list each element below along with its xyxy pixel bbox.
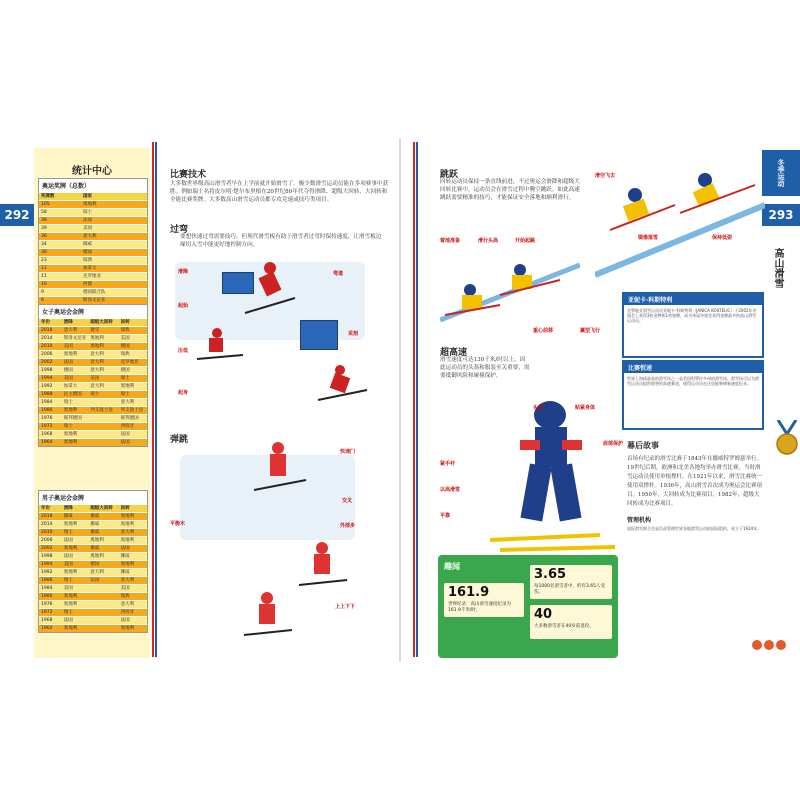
table-cell: 列支敦士登 <box>90 408 113 413</box>
table-row <box>39 576 147 584</box>
table-cell: 1964 <box>41 626 53 631</box>
table-cell: 2014 <box>41 336 53 341</box>
table-cell: 美国 <box>63 376 73 381</box>
table-cell: 意大利 <box>63 328 78 333</box>
table-row <box>39 288 147 296</box>
label: 紧手杆 <box>440 461 456 467</box>
table-cell: 法国 <box>120 618 130 623</box>
nav-dot <box>776 640 786 650</box>
header-cell: 滑降 <box>63 320 73 325</box>
table-cell: 奥地利 <box>90 344 104 349</box>
table-cell: 奥地利 <box>120 626 135 631</box>
table-row <box>39 334 147 342</box>
table-cell: 1988 <box>41 578 53 583</box>
table-cell: 瑞士 <box>63 578 73 583</box>
label: 弯道 <box>333 271 344 277</box>
table-cell: 1984 <box>41 586 53 591</box>
header-cell: 超级大回转 <box>90 506 113 511</box>
fact-number: 161.9 <box>448 585 490 600</box>
table-cell: 意大利 <box>120 400 135 405</box>
skier-illustration <box>195 325 245 365</box>
table-cell: 意大利 <box>90 570 104 575</box>
label: 交叉 <box>342 498 353 504</box>
table-cell: 39 <box>41 226 47 231</box>
header-cell: 回转 <box>120 506 130 511</box>
table-row <box>39 422 147 430</box>
table-cell: 联邦德国 <box>120 416 139 421</box>
nav-dots <box>752 640 786 650</box>
table-row <box>39 520 147 528</box>
table-cell: 克罗地亚 <box>120 360 139 365</box>
label: 保持低姿 <box>712 235 733 241</box>
table-cell: 挪威 <box>120 570 130 575</box>
table-cell: 瑞士 <box>63 530 73 535</box>
table-cell: 美国 <box>120 336 130 341</box>
table-row <box>39 592 147 600</box>
table-row <box>39 342 147 350</box>
table-cell: 法国 <box>120 432 130 437</box>
header-cell: 年份 <box>41 320 50 325</box>
table-cell <box>88 585 118 592</box>
header-cell: 国家 <box>83 194 92 199</box>
table-cell: 法国 <box>63 554 73 559</box>
table-header <box>39 318 147 326</box>
fact-number: 3.65 <box>534 567 567 582</box>
table-cell: 德国 <box>83 250 92 255</box>
table-cell: 1972 <box>41 424 53 429</box>
table-cell: 斯洛文尼亚 <box>63 336 87 341</box>
label: 快速门 <box>340 449 356 455</box>
table-cell <box>88 617 118 624</box>
table-cell: 1994 <box>41 376 53 381</box>
label: 贴紧身体 <box>575 405 596 411</box>
table-cell: 瑞士 <box>63 424 73 429</box>
table-cell: 1968 <box>41 432 53 437</box>
table-row <box>39 280 147 288</box>
label: 肩部保护 <box>603 441 624 447</box>
table-cell: 2010 <box>41 344 53 349</box>
table-cell <box>88 593 118 600</box>
jump-heading: 跳跃 <box>440 170 459 180</box>
table-row <box>39 232 147 240</box>
label: 滑空飞去 <box>595 173 616 179</box>
table-row <box>39 536 147 544</box>
table-cell: 奥地利 <box>90 554 104 559</box>
org-title: 管理机构 <box>627 517 652 524</box>
table-cell: 1968 <box>41 618 53 623</box>
red-stripe <box>413 142 415 657</box>
table-cell: 挪威 <box>120 554 130 559</box>
table-cell: 意大利 <box>90 352 104 357</box>
table-cell: 法国 <box>63 538 73 543</box>
table-row <box>39 296 147 304</box>
table-row <box>39 208 147 216</box>
table-cell <box>88 423 118 430</box>
table-cell: 德国 <box>120 344 130 349</box>
table-cell <box>88 399 118 406</box>
table-cell: 奥地利 <box>90 538 104 543</box>
table-row <box>39 608 147 616</box>
blue-stripe <box>155 142 157 657</box>
table-cell: 2010 <box>41 530 53 535</box>
table-cell: 23 <box>41 258 47 263</box>
men-medals-table <box>38 490 148 633</box>
overall-caption: 奥运奖牌（总数） <box>39 179 147 192</box>
table-cell: 1976 <box>41 602 53 607</box>
stats-heading: 统计中心 <box>72 166 112 177</box>
table-cell: 奥地利 <box>83 202 97 207</box>
record-box <box>622 360 764 430</box>
table-cell: 奥地利 <box>63 352 78 357</box>
table-cell: 美国 <box>83 226 92 231</box>
table-cell: 意大利 <box>120 602 135 607</box>
table-cell: 奥地利 <box>90 336 104 341</box>
table-row <box>39 358 147 366</box>
table-cell: 瑞典 <box>83 258 92 263</box>
fact-text: 大多数滑雪者在40岁前退役。 <box>534 624 594 629</box>
table-cell: 意大利 <box>90 368 104 373</box>
table-cell <box>88 431 118 438</box>
table-cell: 美国 <box>63 344 73 349</box>
header-cell: 年份 <box>41 506 50 511</box>
label: 上上下下 <box>335 604 356 610</box>
fact-text: 每1000名滑雪者中，约有3.65人受伤。 <box>534 584 605 595</box>
table-cell: 挪威 <box>90 522 100 527</box>
table-cell: 德国 <box>120 368 130 373</box>
skier-illustration <box>295 540 350 590</box>
label: 平靠 <box>440 513 451 519</box>
women-caption: 女子奥运会金牌 <box>39 305 147 318</box>
table-cell: 11 <box>41 266 47 271</box>
table-cell: 美国 <box>90 376 100 381</box>
label: 着地准备 <box>440 238 461 244</box>
fun-facts-title: 趣闻 <box>444 562 460 571</box>
page-gutter <box>399 138 401 662</box>
table-row <box>39 390 147 398</box>
table-cell: 瑞士 <box>83 210 92 215</box>
header-cell: 回转 <box>120 320 130 325</box>
table-cell: 意大利 <box>120 578 135 583</box>
table-cell: 瑞典 <box>120 352 130 357</box>
table-cell: 1994 <box>41 562 53 567</box>
table-cell: 德国联合队 <box>83 290 106 295</box>
label: 起始 <box>178 303 189 309</box>
table-cell: 奥地利 <box>120 384 135 389</box>
overall-medals-table <box>38 178 148 321</box>
table-cell: 6 <box>41 298 44 303</box>
table-cell: 西班牙 <box>120 424 135 429</box>
label: 滑降 <box>178 269 189 275</box>
table-cell: 美国 <box>63 586 73 591</box>
table-cell <box>88 601 118 608</box>
table-cell: 10 <box>41 282 47 287</box>
table-cell: 意大利 <box>83 234 97 239</box>
table-cell: 意大利 <box>120 530 135 535</box>
story-title: 幕后故事 <box>627 441 659 450</box>
table-row <box>39 366 147 374</box>
table-row <box>39 264 147 272</box>
table-cell: 34 <box>41 242 47 247</box>
table-cell: 捷克 <box>90 328 100 333</box>
table-cell: 奥地利 <box>63 440 78 445</box>
nav-dot <box>752 640 762 650</box>
table-row <box>39 552 147 560</box>
table-cell: 奥地利 <box>63 570 78 575</box>
table-cell: 加拿大 <box>83 266 97 271</box>
table-cell: 奥地利 <box>63 546 78 551</box>
table-cell <box>88 415 118 422</box>
table-cell: 意大利 <box>90 384 104 389</box>
org-text: 国际滑雪联合会是负责管理世界各地滑雪运动的国际组织，成立于1924年。 <box>627 526 762 531</box>
table-cell: 奥地利 <box>120 538 135 543</box>
table-cell: 瑞士 <box>90 392 100 397</box>
table-cell: 1992 <box>41 384 53 389</box>
table-cell: 挪威 <box>90 546 100 551</box>
table-cell: 德国 <box>90 562 100 567</box>
table-cell: 瑞典 <box>120 328 130 333</box>
section-tab: 冬季运动 <box>762 150 800 196</box>
table-cell: 克罗地亚 <box>83 274 101 279</box>
fact-text: 世界纪录：高山滑雪速度纪录为161.9千米/时。 <box>448 602 511 613</box>
table-cell: 1980 <box>41 594 53 599</box>
red-stripe <box>152 142 154 657</box>
table-header <box>39 192 147 200</box>
fact-number: 40 <box>534 607 553 622</box>
table-cell: 奥地利 <box>63 432 78 437</box>
fact-card <box>530 605 612 639</box>
table-cell: 奥地利 <box>63 602 78 607</box>
table-row <box>39 382 147 390</box>
table-row <box>39 216 147 224</box>
table-row <box>39 568 147 576</box>
table-cell: 联邦德国 <box>63 416 82 421</box>
table-row <box>39 256 147 264</box>
table-row <box>39 584 147 592</box>
table-cell: 2006 <box>41 538 53 543</box>
table-cell: 2006 <box>41 352 53 357</box>
table-cell: 意大利 <box>90 360 104 365</box>
record-text: 世界上海拔最高的滑雪场之一是美国科罗拉多州的滑雪场。滑雪场可以为滑雪运动员提供理想的高速赛道，使得运动员在这里能够刷新速度纪录。 <box>627 376 759 386</box>
table-cell: 39 <box>41 218 47 223</box>
table-cell: 法国 <box>90 578 100 583</box>
profile-text: 克罗地亚滑雪运动员亚妮卡·科斯特利（JANICA KOSTELIC）于2002年冬奥会上获得3枚金牌和1枚银牌，成为单届冬奥会获得金牌最多的高山滑雪运动员。 <box>627 308 757 323</box>
header-cell: 滑降 <box>63 506 73 511</box>
table-cell <box>88 609 118 616</box>
record-title: 比赛恒速 <box>624 362 762 373</box>
label: 外部步 <box>340 523 356 529</box>
table-cell: 30 <box>41 250 47 255</box>
skier-illustration <box>315 360 370 405</box>
table-row <box>39 240 147 248</box>
table-cell: 法国 <box>63 360 73 365</box>
table-cell: 法国 <box>63 618 73 623</box>
slalom-text: 要想快速过弯需要技巧。但现代滑雪板有助于滑雪者过弯时保持速度，让滑雪板边缘切入雪中能更好地控制方向。 <box>180 234 382 248</box>
table-cell: 美国 <box>120 586 130 591</box>
table-row <box>39 374 147 382</box>
label: 起身 <box>178 390 189 396</box>
table-cell: 1998 <box>41 368 53 373</box>
table-cell: 挪威 <box>90 530 100 535</box>
sport-title: 高山滑雪 <box>772 248 783 288</box>
table-cell: 法国 <box>83 218 92 223</box>
women-medals-table <box>38 304 148 447</box>
table-row <box>39 224 147 232</box>
table-row <box>39 600 147 608</box>
speed-skier-illustration <box>480 395 620 555</box>
table-cell: 1988 <box>41 392 53 397</box>
profile-box <box>622 292 764 358</box>
fact-card <box>530 565 612 599</box>
table-row <box>39 398 147 406</box>
table-row <box>39 326 147 334</box>
table-cell: 2018 <box>41 328 53 333</box>
table-cell: 1998 <box>41 554 53 559</box>
table-cell: 奥地利 <box>120 562 135 567</box>
table-cell: 民主德国 <box>63 392 82 397</box>
story-section <box>627 440 762 531</box>
table-cell: 105 <box>41 202 50 207</box>
medal-icon <box>774 420 800 456</box>
label: 平衡木 <box>170 521 186 527</box>
story-text: 首场有纪录的滑雪比赛于1843年在挪威特罗姆瑟举行。19世纪后期，欧洲和北美各地均举办滑雪比赛。当时滑雪运动员使用单根撑杆，在1921年以来，滑雪比赛统一使用双撑杆。1936年，高山滑雪首次成为奥运会比赛项目。1950年，大回转成为比赛项目，1982年，超级大回转成为比赛项目。 <box>627 456 762 507</box>
label: 压低 <box>178 348 189 354</box>
table-cell: 9 <box>41 290 44 295</box>
page-number-left: 292 <box>0 204 34 226</box>
table-cell: 奥地利 <box>120 514 135 519</box>
table-row <box>39 512 147 520</box>
blue-stripe <box>416 142 418 657</box>
table-cell: 1980 <box>41 408 53 413</box>
nav-dot <box>764 640 774 650</box>
table-row <box>39 200 147 208</box>
table-row <box>39 616 147 624</box>
table-header <box>39 504 147 512</box>
table-cell: 瑞士 <box>120 376 130 381</box>
speed-text: 滑雪速度可达130千米/时以上，因此运动员的头盔和服装至关重要，需要抵御风阻和碰撞保护。 <box>440 357 530 379</box>
jump-text: 回转运动员保持一条直线前进，不过奥运会滑降和超级大回转比赛中，运动员会在滑雪过程中腾空跳跃。如此高速跳跃需要精准的技巧，才能保证安全落地和顺利滑行。 <box>440 179 580 201</box>
label: 采刻 <box>348 331 359 337</box>
label: 以高滑雪 <box>440 487 461 493</box>
table-cell: 奥地利 <box>120 522 135 527</box>
fact-card <box>444 583 524 617</box>
label: 滑行头高 <box>478 238 499 244</box>
table-cell: 法国 <box>120 440 130 445</box>
table-cell: 挪威 <box>83 242 92 247</box>
table-row <box>39 544 147 552</box>
table-cell: 列支敦士登 <box>120 408 144 413</box>
skier-illustration <box>240 258 300 318</box>
men-caption: 男子奥运会金牌 <box>39 491 147 504</box>
table-row <box>39 350 147 358</box>
table-cell: 德国 <box>63 368 73 373</box>
table-cell: 奥地利 <box>63 594 78 599</box>
table-cell: 瑞士 <box>120 392 130 397</box>
table-cell: 奥地利 <box>63 408 78 413</box>
table-row <box>39 528 147 536</box>
table-cell: 1972 <box>41 610 53 615</box>
table-cell: 法国 <box>120 546 130 551</box>
table-cell: 1984 <box>41 400 53 405</box>
page-number-right: 293 <box>762 204 800 226</box>
table-cell: 2002 <box>41 360 53 365</box>
label: 开始起跳 <box>515 238 536 244</box>
table-cell: 加拿大 <box>63 384 78 389</box>
fun-facts-box <box>438 555 618 658</box>
table-cell: 2002 <box>41 546 53 551</box>
slalom-gate <box>300 320 338 350</box>
table-cell: 瑞士 <box>63 610 73 615</box>
technique-intro: 大多数世界级高山滑雪者早在上学前就开始滑雪了。极少数滑雪运动员能在多项赛事中获胜。例如瑞士名将皮尔明·楚尔布里根在20世纪80年代夺得滑降、超级大回转、大回转和全能比赛奖牌。大多数高山滑雪运动员都专攻竞速或技巧类项目。 <box>170 181 389 203</box>
table-row <box>39 438 147 446</box>
label: 镜像落雪 <box>638 235 659 241</box>
label: 重心前移 <box>533 328 554 334</box>
table-cell: 奥地利 <box>63 626 78 631</box>
header-cell: 奖牌数 <box>41 194 55 199</box>
table-row <box>39 560 147 568</box>
skier-illustration <box>240 590 295 640</box>
table-cell: 58 <box>41 210 47 215</box>
table-cell: 美国 <box>63 562 73 567</box>
header-cell: 超级大回转 <box>90 320 113 325</box>
table-cell: 2018 <box>41 514 53 519</box>
table-cell: 挪威 <box>90 514 100 519</box>
table-cell: 奥地利 <box>63 522 78 527</box>
table-row <box>39 272 147 280</box>
table-cell: 1992 <box>41 570 53 575</box>
technique-heading: 比赛技术 <box>170 170 207 180</box>
table-row <box>39 248 147 256</box>
table-cell <box>88 439 118 446</box>
label: 翼型飞行 <box>580 328 601 334</box>
table-cell: 西德 <box>83 282 92 287</box>
table-cell: 36 <box>41 234 47 239</box>
table-cell: 2014 <box>41 522 53 527</box>
jump-heading-left: 弹跳 <box>170 435 189 445</box>
table-cell: 1964 <box>41 440 53 445</box>
table-cell: 挪威 <box>63 514 73 519</box>
table-cell: 西班牙 <box>120 610 135 615</box>
table-cell: 瑞士 <box>63 400 73 405</box>
table-cell: 11 <box>41 274 47 279</box>
speed-heading: 超高速 <box>440 348 468 358</box>
table-cell: 1976 <box>41 416 53 421</box>
jump-illustration <box>595 165 765 305</box>
table-cell: 斯洛文尼亚 <box>83 298 106 303</box>
label: 头盔 <box>533 405 544 411</box>
jump-illustration <box>440 235 580 330</box>
slalom-heading: 过弯 <box>170 225 189 235</box>
table-row <box>39 430 147 438</box>
table-row <box>39 406 147 414</box>
profile-title: 亚妮卡·科斯特利 <box>624 294 762 305</box>
table-row <box>39 414 147 422</box>
table-cell <box>88 625 118 632</box>
table-row <box>39 624 147 632</box>
table-cell: 瑞典 <box>120 594 130 599</box>
skier-illustration <box>250 440 310 495</box>
